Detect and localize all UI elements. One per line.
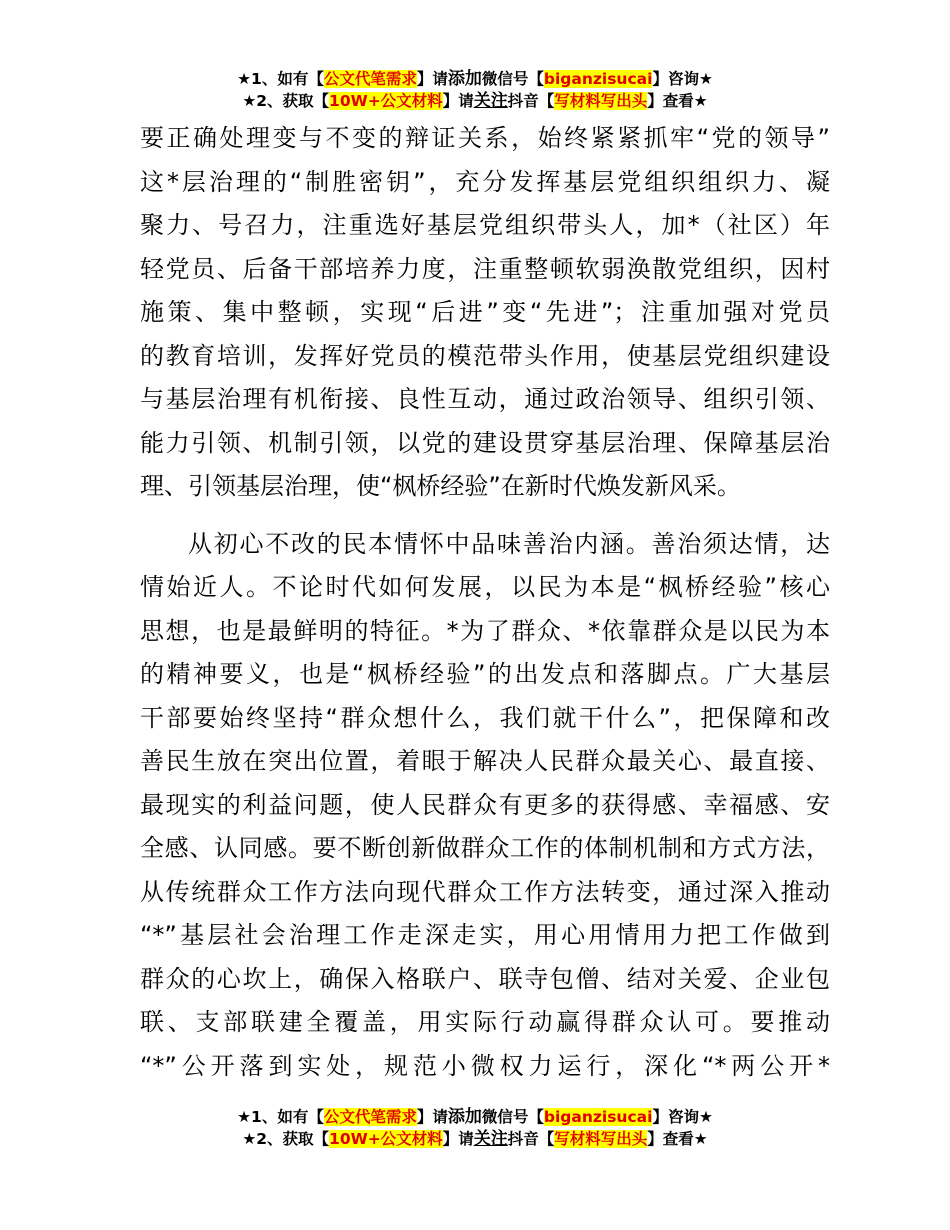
paragraph-line: 聚力、号召力，注重选好基层党组织带头人，加*（社区）年 — [140, 211, 830, 239]
paragraph-line: 群众的心坎上，确保入格联户、联寺包僧、结对关爱、企业包 — [140, 964, 830, 993]
highlight-douyin-account: 写材料写出头 — [554, 92, 648, 110]
banner-text: 抖音【 — [507, 92, 555, 110]
paragraph-line: 这*层治理的“制胜密钥”，充分发挥基层党组织组织力、凝 — [140, 167, 830, 196]
paragraph-line: 能力引领、机制引领，以党的建设贯穿基层治理、保障基层治 — [140, 428, 830, 457]
banner-text: 】查看★ — [647, 1130, 708, 1148]
banner-text: ★1、如有【 — [237, 70, 324, 88]
paragraph-line: 从传统群众工作方法向现代群众工作方法转变，通过深入推动 — [140, 877, 830, 906]
document-body — [140, 117, 830, 1088]
banner-text: 微信号【 — [481, 70, 544, 88]
banner-text: 添加 — [447, 69, 482, 89]
banner-text: 】请 — [416, 1108, 448, 1126]
paragraph-line: 思想，也是最鲜明的特征。*为了群众、*依靠群众是以民为本 — [140, 616, 830, 645]
banner-text: 微信号【 — [481, 1108, 544, 1126]
paragraph-line: 联、支部联建全覆盖，用实际行动赢得群众认可。要推动 — [140, 1008, 830, 1036]
banner-text: 】请 — [416, 70, 448, 88]
paragraph-line: 干部要始终坚持“群众想什么，我们就干什么”，把保障和改 — [140, 703, 830, 732]
header-banner — [0, 68, 950, 112]
paragraph-line: 要正确处理变与不变的辩证关系，始终紧紧抓牢“党的领导” — [140, 124, 830, 152]
banner-text: 关注 — [473, 1129, 508, 1149]
banner-line-1 — [0, 68, 950, 90]
paragraph-line: 与基层治理有机衔接、良性互动，通过政治领导、组织引领、 — [140, 385, 830, 413]
banner-text: 抖音【 — [507, 1130, 555, 1148]
paragraph-line: “*”基层社会治理工作走深走实，用心用情用力把工作做到 — [140, 921, 830, 949]
paragraph-line: 善民生放在突出位置，着眼于解决人民群众最关心、最直接、 — [140, 747, 830, 775]
banner-text: 】查看★ — [647, 92, 708, 110]
paragraph-line: 施策、集中整顿，实现“后进”变“先进”；注重加强对党员 — [140, 298, 830, 326]
banner-text: 】咨询★ — [652, 70, 713, 88]
highlight-douyin-account: 写材料写出头 — [554, 1130, 648, 1148]
paragraph-line: 从初心不改的民本情怀中品味善治内涵。善治须达情，达 — [188, 529, 830, 558]
paragraph-line: 理、引领基层治理，使“枫桥经验”在新时代焕发新风采。 — [140, 472, 741, 500]
paragraph-line: “*”公开落到实处，规范小微权力运行，深化“*两公开* — [140, 1051, 830, 1080]
paragraph-gap — [140, 509, 830, 523]
highlight-materials: 10W+公文材料 — [329, 1130, 443, 1148]
banner-text: 关注 — [473, 91, 508, 111]
banner-line-1 — [0, 1106, 950, 1128]
paragraph-line: 轻党员、后备干部培养力度，注重整顿软弱涣散党组织，因村 — [140, 254, 830, 283]
banner-text: ★2、获取【 — [242, 1130, 330, 1148]
banner-text: 添加 — [447, 1107, 482, 1127]
banner-text: ★1、如有【 — [237, 1108, 324, 1126]
paragraph-line: 的教育培训，发挥好党员的模范带头作用，使基层党组织建设 — [140, 341, 830, 370]
banner-text: 】请 — [442, 1130, 474, 1148]
paragraph-line: 的精神要义，也是“枫桥经验”的出发点和落脚点。广大基层 — [140, 660, 830, 688]
paragraph-line: 情始近人。不论时代如何发展，以民为本是“枫桥经验”核心 — [140, 573, 830, 601]
highlight-wechat-id: biganzisucai — [543, 1108, 653, 1126]
banner-line-2 — [0, 1128, 950, 1150]
banner-text: ★2、获取【 — [242, 92, 330, 110]
paragraph-line: 全感、认同感。要不断创新做群众工作的体制机制和方式方法， — [140, 834, 830, 862]
highlight-service: 公文代笔需求 — [323, 70, 417, 88]
banner-line-2 — [0, 90, 950, 112]
highlight-service: 公文代笔需求 — [323, 1108, 417, 1126]
highlight-materials: 10W+公文材料 — [329, 92, 443, 110]
highlight-wechat-id: biganzisucai — [543, 70, 653, 88]
footer-banner — [0, 1106, 950, 1150]
paragraph-line: 最现实的利益问题，使人民群众有更多的获得感、幸福感、安 — [140, 790, 830, 819]
banner-text: 】请 — [442, 92, 474, 110]
banner-text: 】咨询★ — [652, 1108, 713, 1126]
